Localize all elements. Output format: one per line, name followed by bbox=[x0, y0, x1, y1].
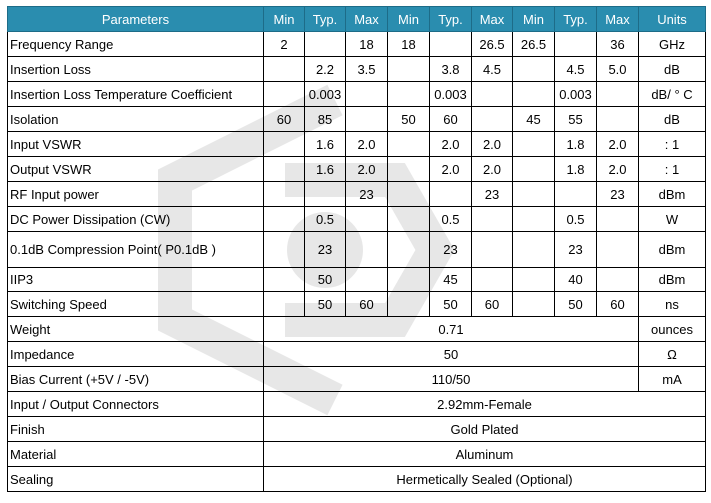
table-row bbox=[8, 182, 706, 207]
parameter-cell: Input VSWR bbox=[8, 132, 264, 157]
value-cell: 2 bbox=[264, 32, 305, 57]
value-cell: 4.5 bbox=[555, 57, 597, 82]
value-cell bbox=[264, 207, 305, 232]
value-cell: 0.71 bbox=[264, 317, 639, 342]
table-row bbox=[8, 467, 706, 492]
header-cell: Min bbox=[388, 7, 430, 32]
header-cell: Typ. bbox=[305, 7, 346, 32]
value-cell: 23 bbox=[346, 182, 388, 207]
unit-cell: mA bbox=[639, 367, 706, 392]
value-cell bbox=[346, 207, 388, 232]
unit-cell: ounces bbox=[639, 317, 706, 342]
parameter-cell: Isolation bbox=[8, 107, 264, 132]
unit-cell: dB/ ° C bbox=[639, 82, 706, 107]
table-header-row bbox=[8, 7, 706, 32]
value-cell: Gold Plated bbox=[264, 417, 706, 442]
unit-cell: dB bbox=[639, 107, 706, 132]
value-cell bbox=[346, 232, 388, 268]
value-cell bbox=[430, 182, 472, 207]
header-cell: Typ. bbox=[555, 7, 597, 32]
value-cell bbox=[513, 292, 555, 317]
value-cell bbox=[513, 268, 555, 292]
value-cell bbox=[388, 182, 430, 207]
value-cell bbox=[305, 32, 346, 57]
parameter-cell: 0.1dB Compression Point( P0.1dB ) bbox=[8, 232, 264, 268]
table-row bbox=[8, 207, 706, 232]
value-cell: 45 bbox=[513, 107, 555, 132]
value-cell bbox=[472, 107, 513, 132]
parameter-cell: Material bbox=[8, 442, 264, 467]
value-cell bbox=[305, 182, 346, 207]
value-cell bbox=[430, 32, 472, 57]
value-cell: 55 bbox=[555, 107, 597, 132]
value-cell: 23 bbox=[597, 182, 639, 207]
value-cell: 0.5 bbox=[305, 207, 346, 232]
table-row bbox=[8, 82, 706, 107]
header-cell: Parameters bbox=[8, 7, 264, 32]
value-cell: 23 bbox=[555, 232, 597, 268]
value-cell: 0.5 bbox=[430, 207, 472, 232]
value-cell: 0.003 bbox=[430, 82, 472, 107]
value-cell bbox=[388, 207, 430, 232]
table-row bbox=[8, 417, 706, 442]
value-cell: 2.0 bbox=[346, 132, 388, 157]
value-cell: 2.0 bbox=[472, 157, 513, 182]
value-cell: 1.8 bbox=[555, 132, 597, 157]
parameter-cell: IIP3 bbox=[8, 268, 264, 292]
value-cell bbox=[513, 82, 555, 107]
value-cell bbox=[264, 182, 305, 207]
value-cell: 50 bbox=[388, 107, 430, 132]
table-row bbox=[8, 32, 706, 57]
table-row bbox=[8, 268, 706, 292]
value-cell: 4.5 bbox=[472, 57, 513, 82]
parameter-cell: Input / Output Connectors bbox=[8, 392, 264, 417]
value-cell: 18 bbox=[388, 32, 430, 57]
value-cell bbox=[388, 57, 430, 82]
value-cell: 60 bbox=[264, 107, 305, 132]
table-row bbox=[8, 317, 706, 342]
value-cell: 0.003 bbox=[305, 82, 346, 107]
value-cell: 2.0 bbox=[430, 157, 472, 182]
value-cell bbox=[472, 268, 513, 292]
value-cell bbox=[264, 82, 305, 107]
parameter-cell: Finish bbox=[8, 417, 264, 442]
value-cell bbox=[597, 207, 639, 232]
value-cell bbox=[597, 268, 639, 292]
value-cell: 2.92mm-Female bbox=[264, 392, 706, 417]
value-cell: 2.0 bbox=[597, 132, 639, 157]
parameter-cell: Frequency Range bbox=[8, 32, 264, 57]
value-cell: 50 bbox=[305, 268, 346, 292]
value-cell: 1.8 bbox=[555, 157, 597, 182]
value-cell: 0.5 bbox=[555, 207, 597, 232]
value-cell bbox=[388, 157, 430, 182]
value-cell bbox=[346, 107, 388, 132]
value-cell bbox=[513, 182, 555, 207]
header-cell: Max bbox=[346, 7, 388, 32]
value-cell: 60 bbox=[597, 292, 639, 317]
value-cell bbox=[388, 292, 430, 317]
value-cell bbox=[513, 232, 555, 268]
value-cell: 5.0 bbox=[597, 57, 639, 82]
value-cell bbox=[513, 157, 555, 182]
value-cell bbox=[388, 268, 430, 292]
value-cell bbox=[388, 82, 430, 107]
value-cell: 110/50 bbox=[264, 367, 639, 392]
value-cell bbox=[472, 232, 513, 268]
unit-cell: dBm bbox=[639, 268, 706, 292]
value-cell bbox=[597, 82, 639, 107]
value-cell: 60 bbox=[346, 292, 388, 317]
unit-cell: W bbox=[639, 207, 706, 232]
value-cell bbox=[597, 232, 639, 268]
header-cell: Units bbox=[639, 7, 706, 32]
parameter-cell: Weight bbox=[8, 317, 264, 342]
value-cell: 3.8 bbox=[430, 57, 472, 82]
table-row bbox=[8, 57, 706, 82]
value-cell: 85 bbox=[305, 107, 346, 132]
header-cell: Typ. bbox=[430, 7, 472, 32]
unit-cell: : 1 bbox=[639, 157, 706, 182]
value-cell bbox=[555, 182, 597, 207]
value-cell: 2.0 bbox=[472, 132, 513, 157]
header-cell: Max bbox=[597, 7, 639, 32]
value-cell bbox=[472, 207, 513, 232]
value-cell: 18 bbox=[346, 32, 388, 57]
specifications-table bbox=[7, 6, 706, 492]
unit-cell: Ω bbox=[639, 342, 706, 367]
table-row bbox=[8, 442, 706, 467]
value-cell bbox=[513, 57, 555, 82]
unit-cell: ns bbox=[639, 292, 706, 317]
value-cell: 36 bbox=[597, 32, 639, 57]
parameter-cell: Impedance bbox=[8, 342, 264, 367]
value-cell: 0.003 bbox=[555, 82, 597, 107]
unit-cell: : 1 bbox=[639, 132, 706, 157]
value-cell bbox=[513, 207, 555, 232]
value-cell bbox=[264, 292, 305, 317]
value-cell: 2.2 bbox=[305, 57, 346, 82]
value-cell bbox=[264, 157, 305, 182]
table-row bbox=[8, 132, 706, 157]
header-cell: Min bbox=[513, 7, 555, 32]
value-cell: Aluminum bbox=[264, 442, 706, 467]
parameter-cell: Output VSWR bbox=[8, 157, 264, 182]
value-cell: 23 bbox=[430, 232, 472, 268]
value-cell: 2.0 bbox=[346, 157, 388, 182]
value-cell bbox=[472, 82, 513, 107]
table-row bbox=[8, 292, 706, 317]
table-row bbox=[8, 367, 706, 392]
value-cell: 50 bbox=[555, 292, 597, 317]
value-cell bbox=[388, 132, 430, 157]
value-cell bbox=[597, 107, 639, 132]
value-cell bbox=[264, 57, 305, 82]
parameter-cell: DC Power Dissipation (CW) bbox=[8, 207, 264, 232]
value-cell: 3.5 bbox=[346, 57, 388, 82]
parameter-cell: Bias Current (+5V / -5V) bbox=[8, 367, 264, 392]
value-cell: 1.6 bbox=[305, 132, 346, 157]
header-cell: Min bbox=[264, 7, 305, 32]
value-cell bbox=[264, 268, 305, 292]
value-cell: 50 bbox=[264, 342, 639, 367]
value-cell: 26.5 bbox=[513, 32, 555, 57]
table-row bbox=[8, 392, 706, 417]
parameter-cell: Insertion Loss bbox=[8, 57, 264, 82]
table-row bbox=[8, 232, 706, 268]
value-cell: 2.0 bbox=[430, 132, 472, 157]
value-cell: 50 bbox=[305, 292, 346, 317]
value-cell bbox=[346, 268, 388, 292]
value-cell: 23 bbox=[472, 182, 513, 207]
value-cell bbox=[388, 232, 430, 268]
parameter-cell: Sealing bbox=[8, 467, 264, 492]
value-cell: 23 bbox=[305, 232, 346, 268]
unit-cell: GHz bbox=[639, 32, 706, 57]
table-row bbox=[8, 107, 706, 132]
parameter-cell: Insertion Loss Temperature Coefficient bbox=[8, 82, 264, 107]
value-cell: 40 bbox=[555, 268, 597, 292]
parameter-cell: Switching Speed bbox=[8, 292, 264, 317]
unit-cell: dB bbox=[639, 57, 706, 82]
value-cell: 60 bbox=[430, 107, 472, 132]
value-cell: Hermetically Sealed (Optional) bbox=[264, 467, 706, 492]
value-cell bbox=[264, 132, 305, 157]
unit-cell: dBm bbox=[639, 232, 706, 268]
value-cell bbox=[555, 32, 597, 57]
value-cell: 45 bbox=[430, 268, 472, 292]
value-cell: 50 bbox=[430, 292, 472, 317]
header-cell: Max bbox=[472, 7, 513, 32]
value-cell bbox=[346, 82, 388, 107]
value-cell bbox=[513, 132, 555, 157]
value-cell: 2.0 bbox=[597, 157, 639, 182]
table-row bbox=[8, 157, 706, 182]
table-row bbox=[8, 342, 706, 367]
value-cell: 1.6 bbox=[305, 157, 346, 182]
value-cell: 26.5 bbox=[472, 32, 513, 57]
value-cell bbox=[264, 232, 305, 268]
value-cell: 60 bbox=[472, 292, 513, 317]
unit-cell: dBm bbox=[639, 182, 706, 207]
parameter-cell: RF Input power bbox=[8, 182, 264, 207]
